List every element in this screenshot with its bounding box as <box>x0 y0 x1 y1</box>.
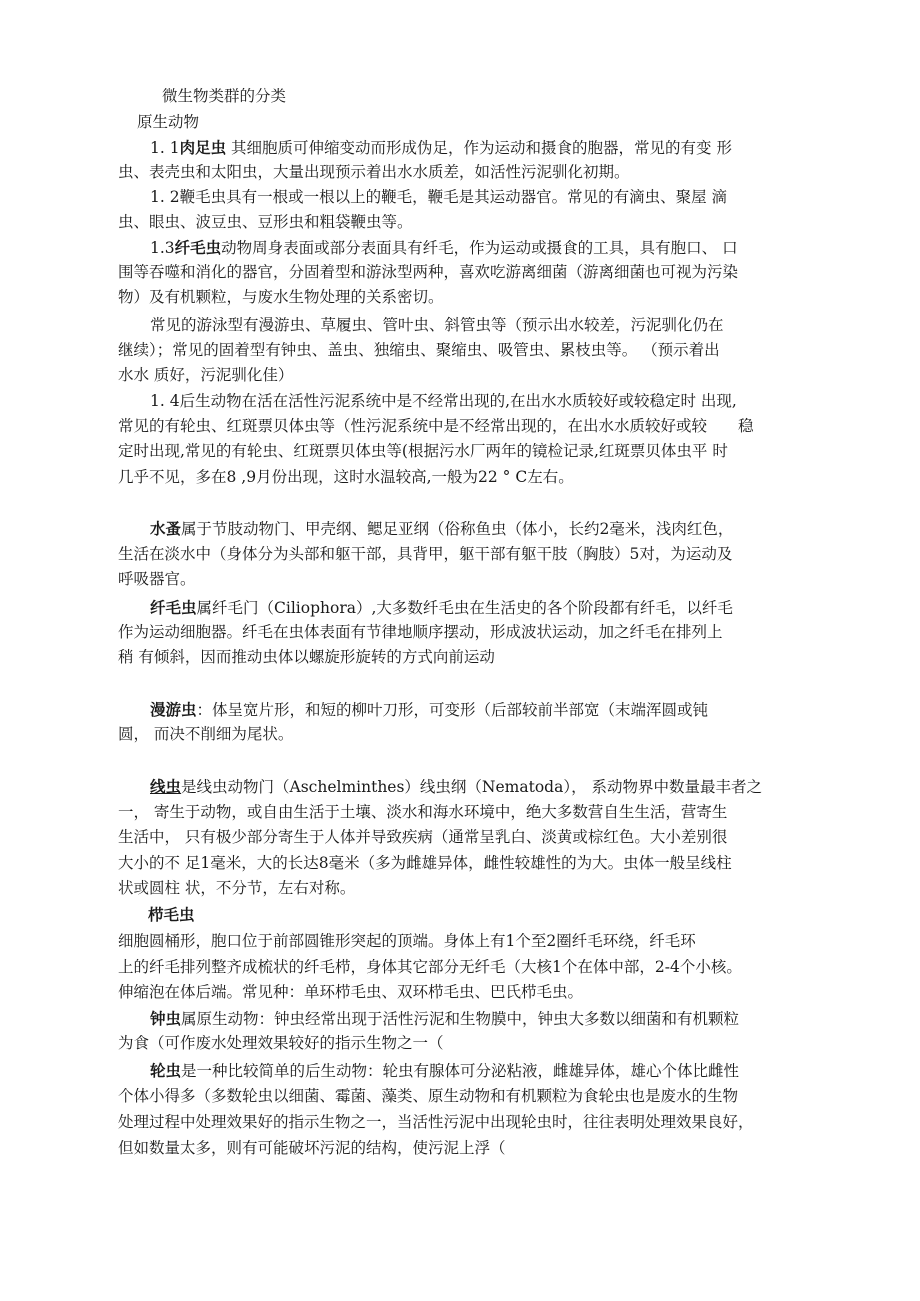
paragraph-line <box>150 1058 739 1084</box>
paragraph-line: 作为运动细胞器。纤毛在虫体表面有节律地顺序摆动，形成波状运动，加之纤毛在排列上 <box>118 623 723 641</box>
paragraph-line <box>150 235 738 261</box>
subheading-zhimaochong: 栉毛虫 <box>148 905 195 924</box>
paragraph-line <box>150 595 733 621</box>
paragraph-line: 处理过程中处理效果好的指示生物之一，当活性污泥中出现轮虫时，往往表明处理效果良好， <box>118 1113 754 1131</box>
document-title: 微生物类群的分类 <box>162 87 287 105</box>
paragraph-line: 常见的游泳型有漫游虫、草履虫、管叶虫、斜管虫等（预示出水较差，污泥驯化仍在 <box>150 316 724 334</box>
paragraph-line: 虫、眼虫、波豆虫、豆形虫和粗袋鞭虫等。 <box>118 213 413 231</box>
paragraph-line: 1. 2鞭毛虫具有一根或一根以上的鞭毛，鞭毛是其运动器官。常见的有滴虫、聚屋 滴 <box>150 188 728 206</box>
paragraph-line: 几乎不见，多在8 ,9月份出现，这时水温较高,一般为22 ° C左右。 <box>118 468 574 486</box>
paragraph-line: 呼吸器官。 <box>118 570 196 588</box>
paragraph-line: 继续）；常见的固着型有钟虫、盖虫、独缩虫、聚缩虫、吸管虫、累枝虫等。 （预示着出 <box>118 341 720 359</box>
paragraph-line: 但如数量太多，则有可能破坏污泥的结构，使污泥上浮（ <box>118 1139 506 1157</box>
paragraph-line: 生活中， 只有极少部分寄生于人体并导致疾病（通常呈乳白、淡黄或棕红色。大小差别很 <box>118 828 728 846</box>
paragraph-line: 1. 4后生动物在活在活性污泥系统中是不经常出现的,在出水水质较好或较稳定时 出现, <box>150 392 737 410</box>
paragraph-text: 动物周身表面或部分表面具有纤毛，作为运动或摄食的工具，具有胞口、 口 <box>221 239 738 257</box>
paragraph-line: 为食（可作废水处理效果较好的指示生物之一（ <box>118 1034 444 1052</box>
paragraph-line: 虫、表壳虫和太阳虫，大量出现预示着出水水质差，如活性污泥驯化初期。 <box>118 163 630 181</box>
paragraph-text: 是一种比较简单的后生动物：轮虫有腺体可分泌粘液，雌雄异体，雄心个体比雌性 <box>181 1062 740 1080</box>
paragraph-text: ：体呈宽片形，和短的柳叶刀形，可变形（后部较前半部宽（末端浑圆或钝 <box>196 701 709 719</box>
paragraph-line: 个体小得多（多数轮虫以细菌、霉菌、藻类、原生动物和有机颗粒为食轮虫也是废水的生物 <box>118 1087 739 1105</box>
term-zhongchong: 钟虫 <box>150 1009 182 1028</box>
term-xianmaochong-2: 纤毛虫 <box>150 598 197 617</box>
paragraph-line: 大小的不 足1毫米，大的长达8毫米（多为雌雄异体，雌性较雄性的为大。虫体一般呈线柱 <box>118 854 732 872</box>
paragraph-line: 水水 质好，污泥驯化佳） <box>118 366 294 384</box>
paragraph-line: 常见的有轮虫、红斑票贝体虫等（性污泥系统中是不经常出现的，在出水水质较好或较 稳 <box>118 417 754 435</box>
term-lunchong: 轮虫 <box>150 1061 182 1080</box>
paragraph-text: 属纤毛门（Ciliophora）,大多数纤毛虫在生活史的各个阶段都有纤毛，以纤毛 <box>196 599 733 617</box>
paragraph-text: 属原生动物：钟虫经常出现于活性污泥和生物膜中，钟虫大多数以细菌和有机颗粒 <box>181 1010 740 1028</box>
paragraph-line <box>150 135 732 161</box>
paragraph-line <box>150 774 762 800</box>
paragraph-line: 生活在淡水中（身体分为头部和躯干部，具背甲，躯干部有躯干肢（胸肢）5对，为运动及 <box>118 545 733 563</box>
paragraph-line: 稍 有倾斜，因而推动虫体以螺旋形旋转的方式向前运动 <box>118 648 495 666</box>
paragraph-line: 伸缩泡在体后端。常见种：单环栉毛虫、双环栉毛虫、巴氏栉毛虫。 <box>118 983 584 1001</box>
paragraph-text: 是线虫动物门（Aschelminthes）线虫纲（Nematoda）， 系动物界中数量最丰者之 <box>181 778 763 796</box>
paragraph-line: 围等吞噬和消化的器官，分固着型和游泳型两种，喜欢吃游离细菌（游离细菌也可视为污染 <box>118 263 739 281</box>
paragraph-text: 属于节肢动物门、甲壳纲、鳃足亚纲（俗称鱼虫（体小，长约2毫米，浅肉红色， <box>181 520 734 538</box>
paragraph-line: 细胞圆桶形，胞口位于前部圆锥形突起的顶端。身体上有1个至2圈纤毛环绕，纤毛环 <box>118 932 696 950</box>
paragraph-line <box>150 1006 739 1032</box>
paragraph-line: 上的纤毛排列整齐成梳状的纤毛栉，身体其它部分无纤毛（大核1个在体中部，2-4个小核。 <box>118 958 742 976</box>
paragraph-line <box>150 697 708 723</box>
term-xianmaochong: 纤毛虫 <box>174 238 222 257</box>
paragraph-line: 一， 寄生于动物，或自由生活于土壤、淡水和海水环境中，绝大多数营自生生活，营寄生 <box>118 803 728 821</box>
paragraph-line: 物）及有机颗粒，与废水生物处理的关系密切。 <box>118 288 444 306</box>
paragraph-line: 定时出现,常见的有轮虫、红斑票贝体虫等(根据污水厂两年的镜检记录,红斑票贝体虫平 时 <box>118 442 728 460</box>
term-rouzuchong: 肉足虫 <box>179 138 227 157</box>
section-number: 1. 1 <box>150 139 180 157</box>
term-shuizao: 水蚤 <box>150 519 182 538</box>
paragraph-line <box>150 516 733 542</box>
section-heading: 原生动物 <box>137 113 200 131</box>
paragraph-line: 圆， 而决不削细为尾状。 <box>118 725 294 743</box>
paragraph-line: 状或圆柱 状，不分节，左右对称。 <box>118 879 356 897</box>
term-xianchong: 线虫 <box>150 777 182 796</box>
paragraph-text: 其细胞质可伸缩变动而形成伪足，作为运动和摄食的胞器，常见的有变 形 <box>226 139 732 157</box>
term-manyouchong: 漫游虫 <box>150 700 197 719</box>
section-number: 1.3 <box>150 239 175 257</box>
